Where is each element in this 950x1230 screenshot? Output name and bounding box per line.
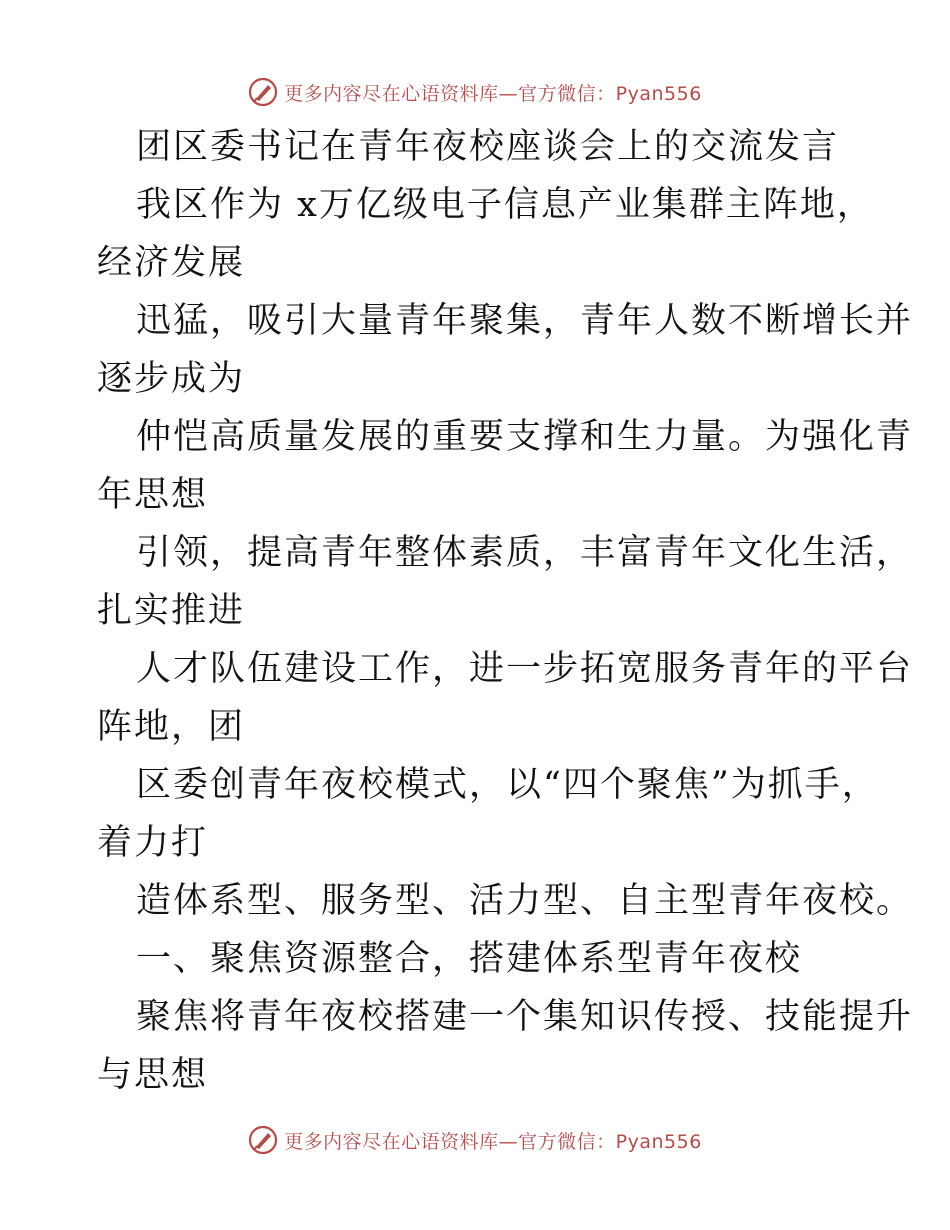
document-body <box>0 118 950 1104</box>
paragraph-line: 阵地，团 <box>97 707 246 747</box>
document-title: 团区委书记在青年夜校座谈会上的交流发言 <box>136 127 840 167</box>
watermark-text: 更多内容尽在心语资料库—官方微信：Pyan556 <box>284 1130 702 1153</box>
paragraph-line: 着力打 <box>97 823 209 863</box>
feather-pen-logo-icon <box>248 77 278 107</box>
paragraph-line: 与思想 <box>97 1055 209 1095</box>
paragraph-line: 经济发展 <box>97 243 246 283</box>
paragraph-line: 仲恺高质量发展的重要支撑和生力量。为强化青 <box>136 417 914 457</box>
watermark-banner-top <box>0 72 950 112</box>
paragraph-line: 年思想 <box>97 475 209 515</box>
watermark-banner-bottom <box>0 1120 950 1160</box>
paragraph-line: 扎实推进 <box>97 591 246 631</box>
paragraph-line: 引领，提高青年整体素质，丰富青年文化生活， <box>136 533 914 573</box>
paragraph-line: 区委创青年夜校模式，以“四个聚焦”为抓手， <box>136 765 879 805</box>
paragraph-line: 聚焦将青年夜校搭建一个集知识传授、技能提升 <box>136 997 914 1037</box>
watermark-text: 更多内容尽在心语资料库—官方微信：Pyan556 <box>284 82 702 105</box>
paragraph-line: 造体系型、服务型、活力型、自主型青年夜校。 <box>136 881 914 921</box>
paragraph-line: 逐步成为 <box>97 359 246 399</box>
paragraph-line: 人才队伍建设工作，进一步拓宽服务青年的平台 <box>136 649 914 689</box>
paragraph-line: 我区作为 x万亿级电子信息产业集群主阵地， <box>136 185 874 225</box>
feather-pen-logo-icon <box>248 1125 278 1155</box>
section-heading: 一、聚焦资源整合，搭建体系型青年夜校 <box>136 939 803 979</box>
paragraph-line: 迅猛，吸引大量青年聚集，青年人数不断增长并 <box>136 301 914 341</box>
